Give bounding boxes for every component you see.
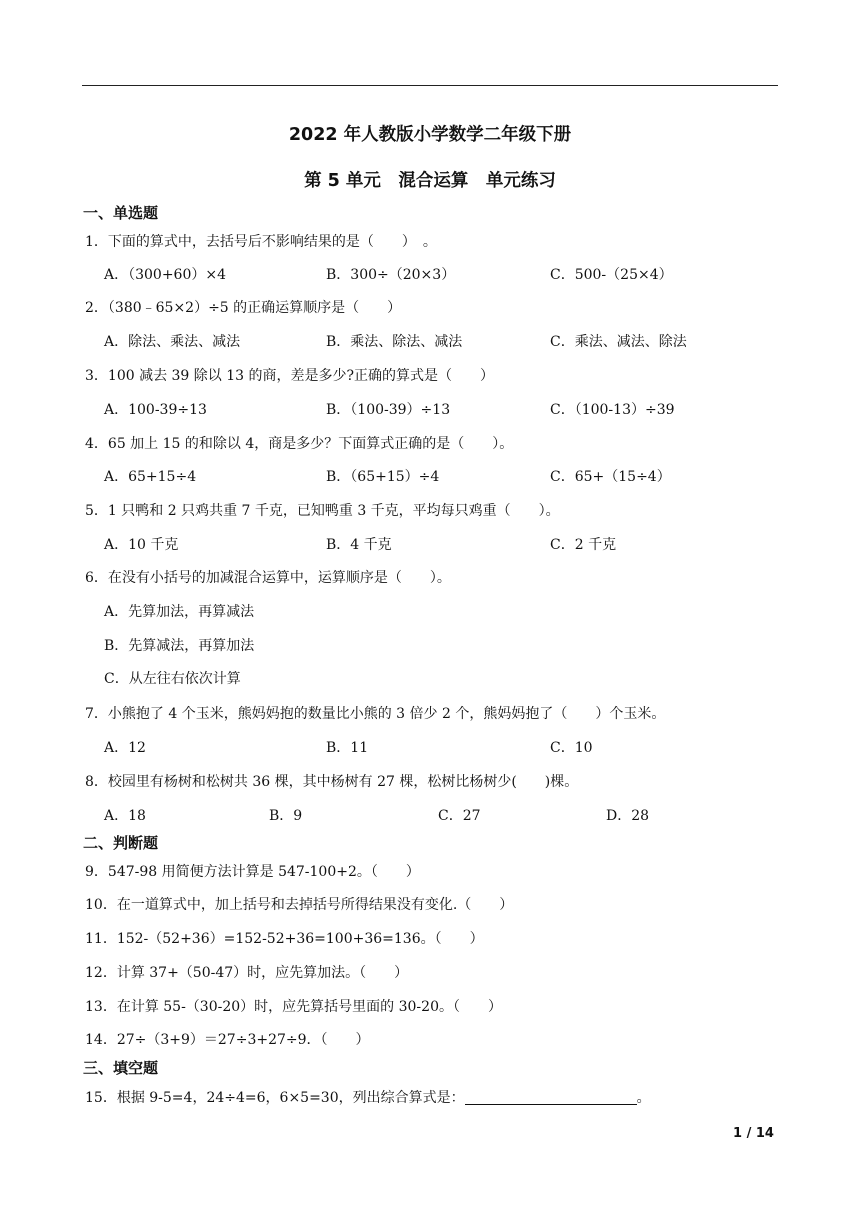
page-number: 1 / 14 — [733, 1126, 774, 1141]
q2-option-c: C．乘法、减法、除法 — [550, 334, 687, 350]
section-heading-fill-in: 三、填空题 — [83, 1059, 159, 1077]
question-13: 13．在计算 55-（30-20）时，应先算括号里面的 30-20。（ ） — [85, 999, 502, 1015]
question-7: 7．小熊抱了 4 个玉米，熊妈妈抱的数量比小熊的 3 倍少 2 个，熊妈妈抱了（ ）个玉米。 — [85, 706, 666, 722]
section-heading-single-choice: 一、单选题 — [83, 204, 159, 222]
q5-option-a: A．10 千克 — [104, 537, 179, 553]
question-9: 9．547-98 用简便方法计算是 547-100+2。（ ） — [85, 864, 420, 880]
q7-option-b: B．11 — [326, 740, 369, 756]
q4-option-b: B．（65+15）÷4 — [326, 469, 440, 485]
question-10: 10．在一道算式中，加上括号和去掉括号所得结果没有变化.（ ） — [85, 897, 514, 913]
q1-option-c: C．500-（25×4） — [550, 267, 673, 283]
q8-option-d: D．28 — [606, 808, 650, 824]
question-11: 11．152-（52+36）=152-52+36=100+36=136。（ ） — [85, 931, 484, 947]
question-14: 14．27÷（3+9）＝27÷3+27÷9．（ ） — [85, 1032, 370, 1048]
q8-option-b: B．9 — [269, 808, 303, 824]
q3-option-c: C．（100-13）÷39 — [550, 402, 675, 418]
q6-option-a: A．先算加法，再算减法 — [104, 604, 255, 620]
q7-option-a: A．12 — [104, 740, 146, 756]
q3-option-a: A．100-39÷13 — [104, 402, 207, 418]
header-rule — [82, 85, 778, 86]
question-5: 5．1 只鸭和 2 只鸡共重 7 千克，已知鸭重 3 千克，平均每只鸡重（ ）。 — [85, 503, 560, 519]
question-15 — [85, 1087, 651, 1107]
question-15-end: 。 — [636, 1090, 651, 1106]
q2-option-a: A．除法、乘法、减法 — [104, 334, 241, 350]
q5-option-b: B．4 千克 — [326, 537, 392, 553]
question-6: 6．在没有小括号的加减混合运算中，运算顺序是（ ）。 — [85, 570, 451, 586]
q2-option-b: B．乘法、除法、减法 — [326, 334, 463, 350]
document-subtitle: 第 5 单元 混合运算 单元练习 — [304, 171, 556, 191]
q6-option-c: C．从左往右依次计算 — [104, 671, 241, 687]
question-4: 4．65 加上 15 的和除以 4，商是多少？下面算式正确的是（ ）。 — [85, 436, 514, 452]
q1-option-a: A．（300+60）×4 — [104, 267, 227, 283]
question-3: 3．100 减去 39 除以 13 的商，差是多少?正确的算式是（ ） — [85, 368, 495, 384]
q6-option-b: B．先算减法，再算加法 — [104, 638, 255, 654]
question-15-text: 15．根据 9-5=4，24÷4=6，6×5=30，列出综合算式是： — [85, 1090, 465, 1106]
q8-option-c: C．27 — [438, 808, 481, 824]
q1-option-b: B．300÷（20×3） — [326, 267, 456, 283]
answer-blank — [465, 1090, 637, 1105]
question-1: 1．下面的算式中，去括号后不影响结果的是（ ） 。 — [85, 234, 437, 250]
q4-option-c: C．65+（15÷4） — [550, 469, 671, 485]
document-title: 2022 年人教版小学数学二年级下册 — [288, 125, 572, 145]
q4-option-a: A．65+15÷4 — [104, 469, 197, 485]
question-2: 2．（380﹣65×2）÷5 的正确运算顺序是（ ） — [85, 300, 402, 316]
q8-option-a: A．18 — [104, 808, 146, 824]
q3-option-b: B．（100-39）÷13 — [326, 402, 451, 418]
question-12: 12．计算 37+（50-47）时，应先算加法。（ ） — [85, 965, 409, 981]
q7-option-c: C．10 — [550, 740, 593, 756]
section-heading-true-false: 二、判断题 — [83, 834, 159, 852]
question-8: 8．校园里有杨树和松树共 36 棵，其中杨树有 27 棵，松树比杨树少( )棵。 — [85, 774, 579, 790]
q5-option-c: C．2 千克 — [550, 537, 617, 553]
